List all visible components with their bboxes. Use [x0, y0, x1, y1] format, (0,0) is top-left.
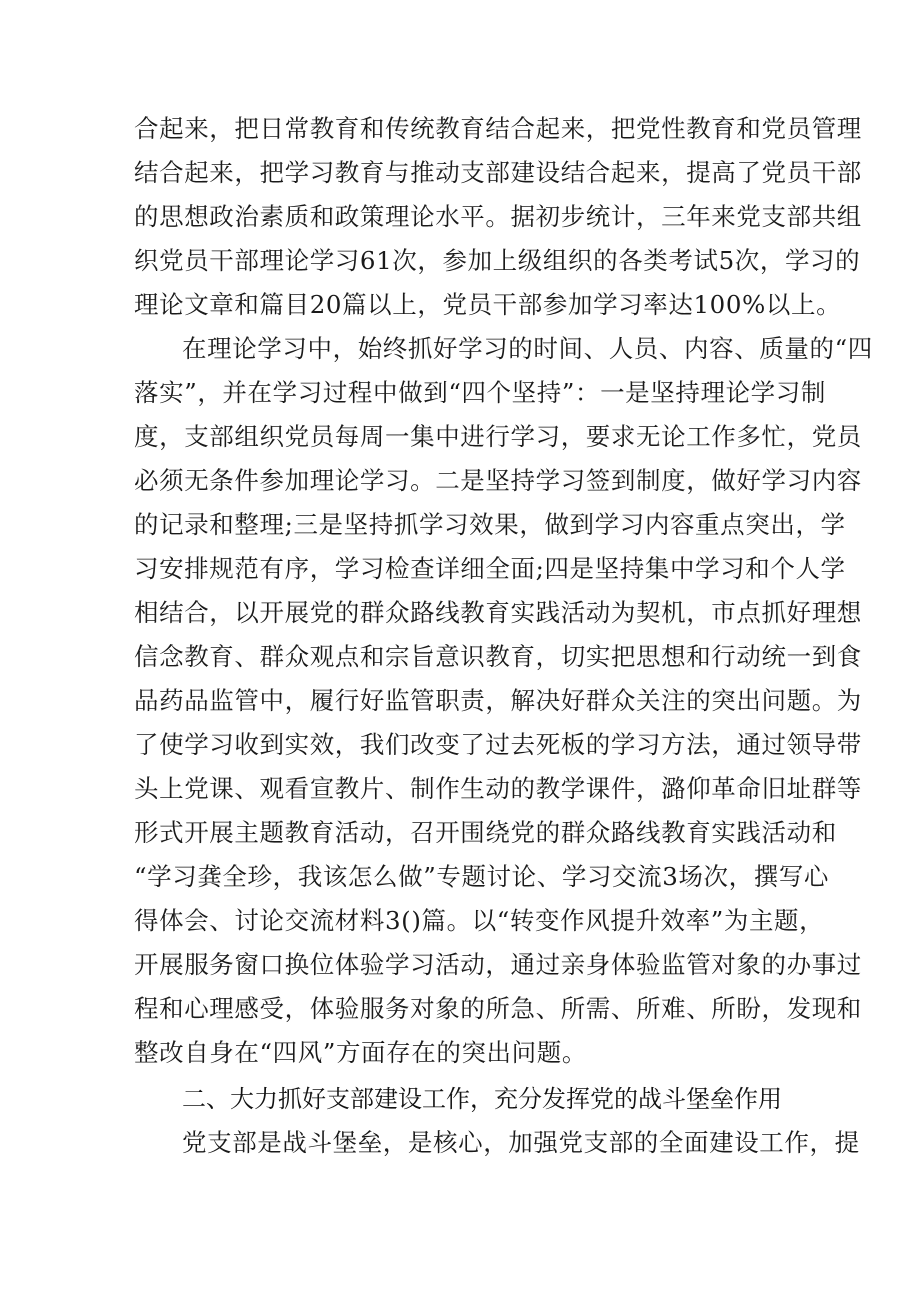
paragraph2-line-16: 程和心理感受，体验服务对象的所急、所需、所难、所盼，发现和: [134, 994, 862, 1023]
paragraph2-line-14: 得体会、讨论交流材料3()篇。以“转变作风提升效率”为主题，: [134, 906, 825, 935]
paragraph2-line-2: 落实”，并在学习过程中做到“四个坚持”：一是坚持理论学习制: [134, 378, 826, 407]
section-heading: 二、大力抓好支部建设工作，充分发挥党的战斗堡垒作用: [182, 1085, 782, 1113]
paragraph2-line-8: 信念教育、群众观点和宗旨意识教育，切实把思想和行动统一到食: [134, 642, 862, 671]
paragraph2-line-1: 在理论学习中，始终抓好学习的时间、人员、内容、质量的“四: [182, 334, 873, 363]
paragraph2-line-4: 必须无条件参加理论学习。二是坚持学习签到制度，做好学习内容: [134, 466, 862, 495]
paragraph1-line-3: 的思想政治素质和政策理论水平。据初步统计，三年来党支部共组: [134, 202, 862, 231]
paragraph1-line-5: 理论文章和篇目20篇以上，党员干部参加学习率达100%以上。: [134, 290, 842, 319]
paragraph1-line-2: 结合起来，把学习教育与推动支部建设结合起来，提高了党员干部: [134, 158, 862, 187]
paragraph2-line-7: 相结合，以开展党的群众路线教育实践活动为契机，市点抓好理想: [134, 598, 862, 627]
paragraph2-line-17: 整改自身在“四风”方面存在的突出问题。: [134, 1038, 587, 1067]
paragraph2-line-9: 品药品监管中，履行好监管职责，解决好群众关注的突出问题。为: [134, 686, 862, 715]
paragraph1-line-1: 合起来，把日常教育和传统教育结合起来，把党性教育和党员管理: [134, 114, 862, 143]
paragraph2-line-5: 的记录和整理;三是坚持抓学习效果，做到学习内容重点突出，学: [134, 510, 846, 539]
paragraph1-line-4: 织党员干部理论学习61次，参加上级组织的各类考试5次，学习的: [134, 246, 861, 275]
paragraph3-line-1: 党支部是战斗堡垒，是核心，加强党支部的全面建设工作，提: [182, 1128, 860, 1157]
paragraph2-line-6: 习安排规范有序，学习检查详细全面;四是坚持集中学习和个人学: [134, 554, 846, 583]
paragraph2-line-12: 形式开展主题教育活动，召开围绕党的群众路线教育实践活动和: [134, 818, 837, 847]
paragraph2-line-10: 了使学习收到实效，我们改变了过去死板的学习方法，通过领导带: [134, 730, 862, 759]
paragraph2-line-11: 头上党课、观看宣教片、制作生动的教学课件，潞仰革命旧址群等: [134, 774, 862, 803]
paragraph2-line-13: “学习龚全珍，我该怎么做”专题讨论、学习交流3场次，撰写心: [134, 862, 830, 891]
paragraph2-line-3: 度，支部组织党员每周一集中进行学习，要求无论工作多忙，党员: [134, 422, 862, 451]
paragraph2-line-15: 开展服务窗口换位体验学习活动，通过亲身体验监管对象的办事过: [134, 950, 862, 979]
